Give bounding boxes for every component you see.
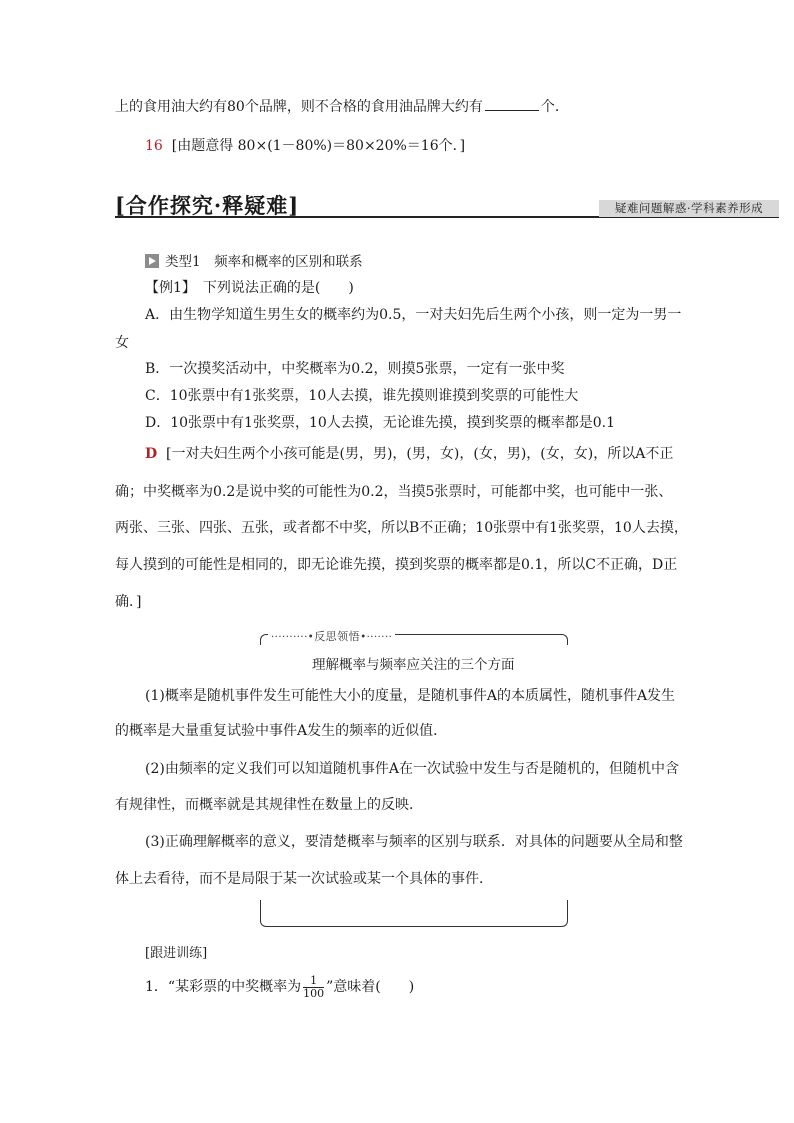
type-label-text: 类型1 频率和概率的区别和联系: [165, 254, 363, 270]
probability-fraction: [303, 975, 324, 1000]
question-1-post: ”意味着( ): [326, 979, 415, 995]
reflection-p2-b: 有规律性，而概率就是其规律性在数量上的反映．: [115, 797, 423, 813]
solution-line1: [145, 444, 673, 464]
question-1-pre: 1．“某彩票的中奖概率为: [145, 979, 302, 995]
answer-line: [145, 136, 465, 156]
solution-answer: D: [145, 446, 158, 462]
practice-question-1: [145, 970, 414, 1004]
continuation-line: [115, 97, 569, 117]
solution-text-1: [一对夫妇生两个小孩可能是(男，男)，(男，女)，(女，男)，(女，女)，所以A不正: [166, 446, 674, 462]
solution-line2: 确；中奖概率为0.2是说中奖的可能性为0.2，当摸5张票时，可能都中奖，也可能中一张、: [115, 484, 673, 500]
solution-line5: 确．]: [115, 594, 142, 610]
reflection-p3-a: (3)正确理解概率的意义，要清楚概率与频率的区别与联系．对具体的问题要从全局和整: [145, 834, 683, 850]
option-c: C．10张票中有1张奖票，10人去摸，谁先摸则谁摸到奖票的可能性大: [145, 388, 579, 404]
practice-label: [跟进训练]: [145, 946, 208, 961]
solution-line4: 每人摸到的可能性是相同的，即无论谁先摸，摸到奖票的概率都是0.1，所以C不正确，D正: [115, 557, 678, 573]
fraction-numerator: 1: [303, 975, 324, 988]
reflection-p1-a: (1)概率是随机事件发生可能性大小的度量，是随机事件A的本质属性，随机事件A发生: [145, 688, 676, 704]
option-b: B．一次摸奖活动中，中奖概率为0.2，则摸5张票，一定有一张中奖: [145, 361, 565, 377]
fraction-denominator: 100: [303, 986, 325, 1000]
type-label: [145, 252, 363, 272]
option-d: D．10张票中有1张奖票，10人去摸，无论谁先摸，摸到奖票的概率都是0.1: [145, 415, 616, 431]
reflection-box-bottom: [260, 900, 568, 927]
reflection-p3-b: 体上去看待，而不是局限于某一次试验或某一个具体的事件．: [115, 871, 493, 887]
reflection-p1-b: 的概率是大量重复试验中事件A发生的频率的近似值．: [115, 723, 448, 739]
answer-number: 16: [145, 138, 163, 154]
answer-blank: [485, 98, 539, 111]
option-a-line1: A．由生物学知道生男生女的概率约为0.5，一对夫妇先后生两个小孩，则一定为一男一: [145, 307, 682, 323]
continuation-end: 个．: [540, 99, 569, 115]
option-a-line2: 女: [115, 335, 129, 351]
solution-line3: 两张、三张、四张、五张，或者都不中奖，所以B不正确；10张票中有1张奖票，10人去摸，: [115, 520, 688, 536]
continuation-text: 上的食用油大约有80个品牌，则不合格的食用油品牌大约有: [115, 99, 483, 115]
example-heading: 【例1】 下列说法正确的是( ): [145, 280, 354, 296]
reflection-title: 理解概率与频率应关注的三个方面: [312, 657, 515, 673]
section-title: [合作探究·释疑难]: [115, 193, 300, 218]
reflection-p2-a: (2)由频率的定义我们可以知道随机事件A在一次试验中发生与否是随机的，但随机中含: [145, 761, 679, 777]
reflection-tag: ··········•反思领悟•·······: [268, 628, 395, 644]
section-tag: 疑难问题解惑·学科素养形成: [599, 200, 779, 217]
answer-explanation: [由题意得 80×(1－80%)＝80×20%＝16个．]: [171, 138, 466, 154]
play-triangle-icon: [145, 254, 159, 268]
reflection-tag-text: 反思领悟: [314, 630, 361, 643]
